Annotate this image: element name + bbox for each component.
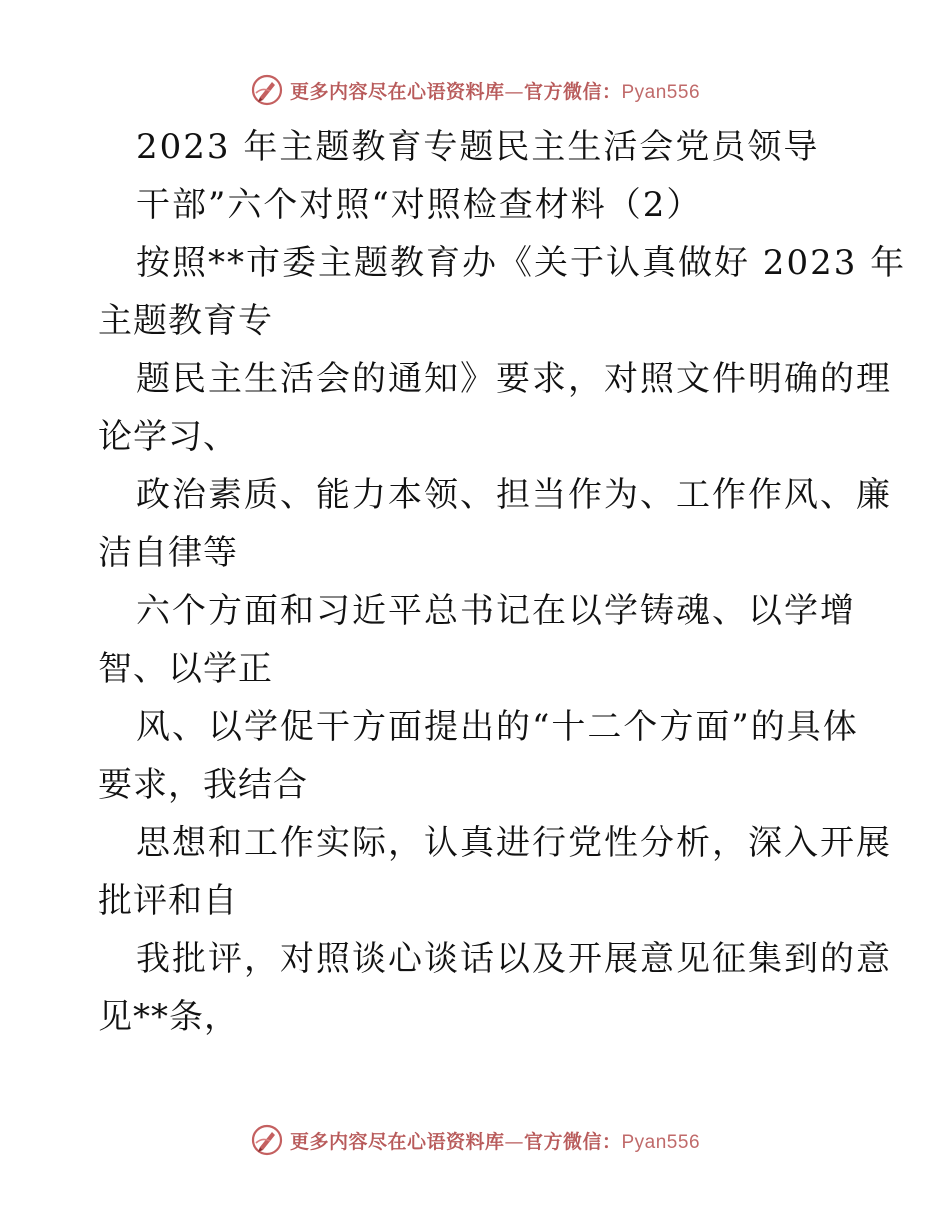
- paragraph-line: 主题教育专: [98, 301, 273, 341]
- paragraph-line: 政治素质、能力本领、担当作为、工作作风、廉: [136, 475, 892, 515]
- paragraph-line: 论学习、: [98, 417, 238, 457]
- paragraph-line: 智、以学正: [98, 649, 273, 689]
- paragraph-line: 见**条，: [98, 997, 239, 1037]
- paragraph-line: 题民主生活会的通知》要求，对照文件明确的理: [136, 359, 892, 399]
- paragraph-line: 我批评，对照谈心谈话以及开展意见征集到的意: [136, 939, 892, 979]
- wechat-id: Pyan556: [621, 1131, 701, 1153]
- header-watermark: [0, 70, 950, 110]
- paragraph-line: 六个方面和习近平总书记在以学铸魂、以学增: [136, 591, 856, 631]
- wechat-id: Pyan556: [621, 81, 701, 103]
- paragraph-line: 风、以学促干方面提出的“十二个方面”的具体: [136, 707, 859, 747]
- footer-watermark: [0, 1120, 950, 1160]
- document-title-line-2: 干部”六个对照“对照检查材料（2）: [136, 185, 703, 225]
- paragraph-line: 批评和自: [98, 881, 238, 921]
- pen-logo-icon: [250, 1123, 284, 1157]
- watermark-text: 更多内容尽在心语资料库—官方微信：Pyan556: [289, 1130, 701, 1153]
- document-body: [98, 118, 907, 1046]
- paragraph-line: 思想和工作实际，认真进行党性分析，深入开展: [136, 823, 892, 863]
- document-title-line-1: 2023 年主题教育专题民主生活会党员领导: [136, 127, 820, 167]
- paragraph-line: 按照**市委主题教育办《关于认真做好 2023 年: [136, 243, 907, 283]
- pen-logo-icon: [250, 73, 284, 107]
- paragraph-line: 要求，我结合: [98, 765, 308, 805]
- watermark-text: 更多内容尽在心语资料库—官方微信：Pyan556: [289, 80, 701, 103]
- paragraph-line: 洁自律等: [98, 533, 238, 573]
